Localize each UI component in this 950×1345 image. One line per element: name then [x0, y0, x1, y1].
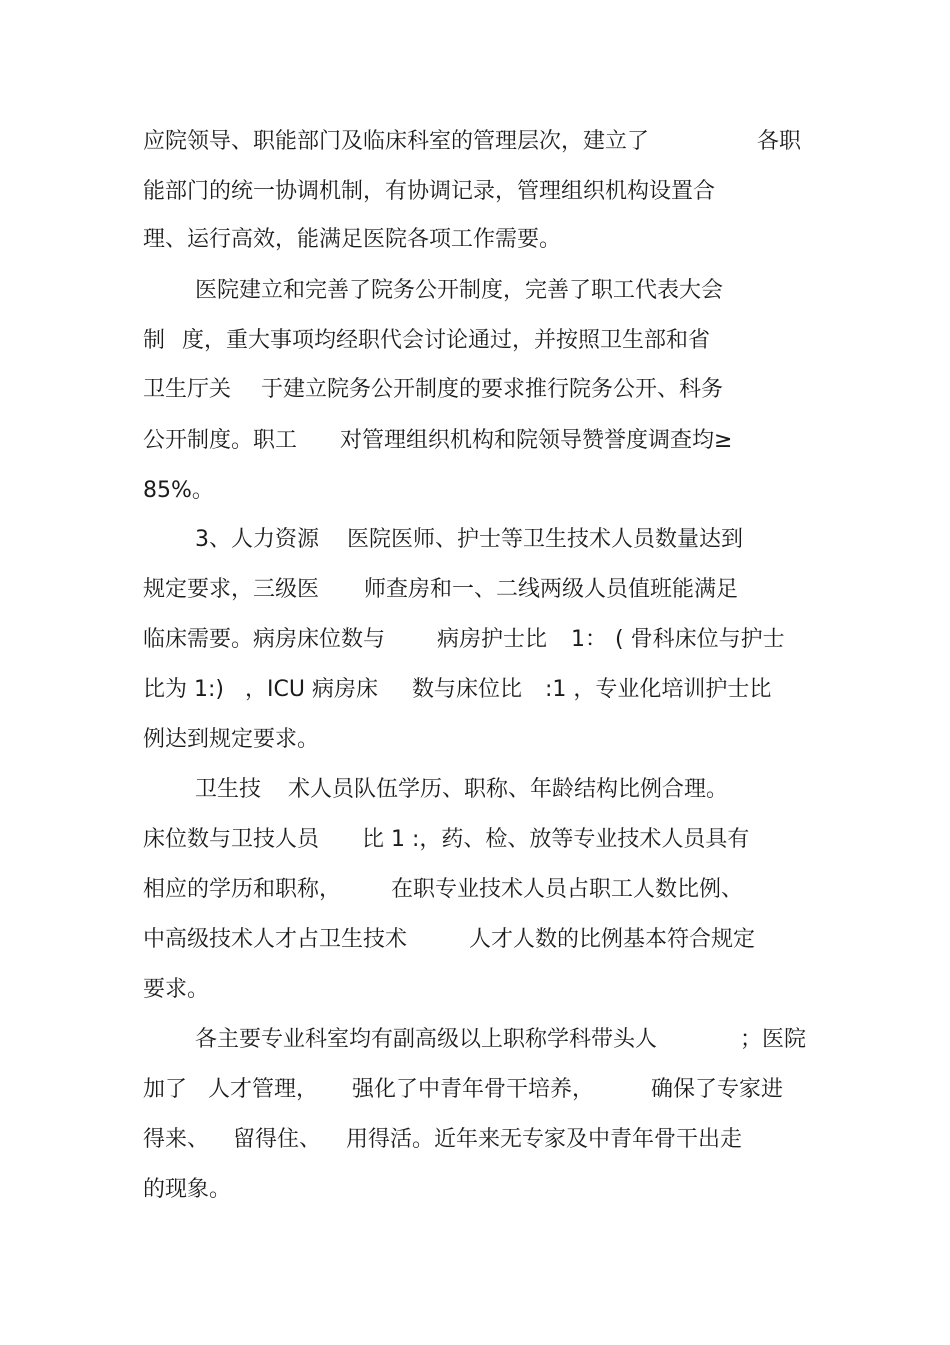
text-segment: 比为 1:)	[143, 677, 224, 702]
text-segment: ( 骨科床位与护士	[615, 627, 785, 652]
text-segment: 对管理组织机构和院领导赞誉度调查均≥	[340, 428, 733, 453]
text-segment: 卫生技	[195, 777, 262, 802]
text-segment: 人才管理，	[208, 1077, 319, 1102]
text-line	[0, 875, 950, 905]
text-segment: 师查房和一、二线两级人员值班能满足	[364, 577, 739, 602]
text-segment: 用得活。近年来无专家及中青年骨干出走	[346, 1127, 743, 1152]
text-segment: 的现象。	[143, 1177, 232, 1202]
text-line	[0, 575, 950, 605]
text-line	[0, 825, 950, 855]
text-line	[0, 625, 950, 655]
text-segment: 床位数与卫技人员	[143, 827, 320, 852]
text-segment: 应院领导、职能部门及临床科室的管理层次，建立了	[143, 129, 650, 154]
text-line	[0, 1025, 950, 1055]
text-segment: 临床需要。病房床位数与	[143, 627, 386, 652]
text-segment: 85%。	[143, 478, 214, 503]
text-line	[0, 1125, 950, 1155]
text-segment: 人才人数的比例基本符合规定	[469, 927, 756, 952]
text-segment: 公开制度。职工	[143, 428, 298, 453]
text-segment: 中高级技术人才占卫生技术	[143, 927, 408, 952]
text-segment: 确保了专家进	[651, 1077, 784, 1102]
text-line	[0, 476, 950, 506]
text-segment: 各职	[757, 129, 802, 154]
text-segment: 相应的学历和职称，	[143, 877, 342, 902]
text-line	[0, 1175, 950, 1205]
text-segment: 卫生厅关	[143, 377, 232, 402]
text-line	[0, 775, 950, 805]
text-segment: 强化了中青年骨干培养，	[352, 1077, 595, 1102]
text-line	[0, 725, 950, 755]
text-line	[0, 925, 950, 955]
text-segment: 理、运行高效，能满足医院各项工作需要。	[143, 227, 562, 252]
text-segment: 留得住、	[233, 1127, 322, 1152]
text-segment: 制	[143, 328, 166, 353]
text-segment: 术人员队伍学历、职称、年龄结构比例合理。	[288, 777, 729, 802]
text-line	[0, 225, 950, 255]
text-line	[0, 276, 950, 306]
text-segment: 在职专业技术人员占职工人数比例、	[391, 877, 744, 902]
text-segment: 例达到规定要求。	[143, 727, 320, 752]
text-line	[0, 1075, 950, 1105]
text-line	[0, 326, 950, 356]
text-segment: 规定要求，三级医	[143, 577, 320, 602]
text-segment: 度，重大事项均经职代会讨论通过，并按照卫生部和省	[182, 328, 711, 353]
text-segment: 于建立院务公开制度的要求推行院务公开、科务	[261, 377, 724, 402]
text-segment: 比 1 :，药、检、放等专业技术人员具有	[362, 827, 750, 852]
text-segment: ；医院	[740, 1027, 807, 1052]
text-segment: 病房护士比	[437, 627, 548, 652]
text-segment: 能部门的统一协调机制，有协调记录，管理组织机构设置合	[143, 179, 716, 204]
text-segment: 医院建立和完善了院务公开制度，完善了职工代表大会	[195, 278, 724, 303]
text-line	[0, 426, 950, 456]
text-segment: ，ICU 病房床	[245, 677, 378, 702]
text-line	[0, 675, 950, 705]
text-line	[0, 127, 950, 157]
text-segment: 各主要专业科室均有副高级以上职称学科带头人	[195, 1027, 658, 1052]
text-line	[0, 177, 950, 207]
text-segment: 1：	[571, 627, 607, 652]
text-segment: 3、人力资源	[195, 527, 319, 552]
text-segment: 得来、	[143, 1127, 210, 1152]
text-line	[0, 375, 950, 405]
text-line	[0, 975, 950, 1005]
text-line	[0, 525, 950, 555]
text-segment: :1 ，专业化培训护士比	[545, 677, 772, 702]
text-segment: 要求。	[143, 977, 210, 1002]
text-segment: 数与床位比	[412, 677, 523, 702]
text-segment: 医院医师、护士等卫生技术人员数量达到	[347, 527, 744, 552]
text-segment: 加了	[143, 1077, 188, 1102]
